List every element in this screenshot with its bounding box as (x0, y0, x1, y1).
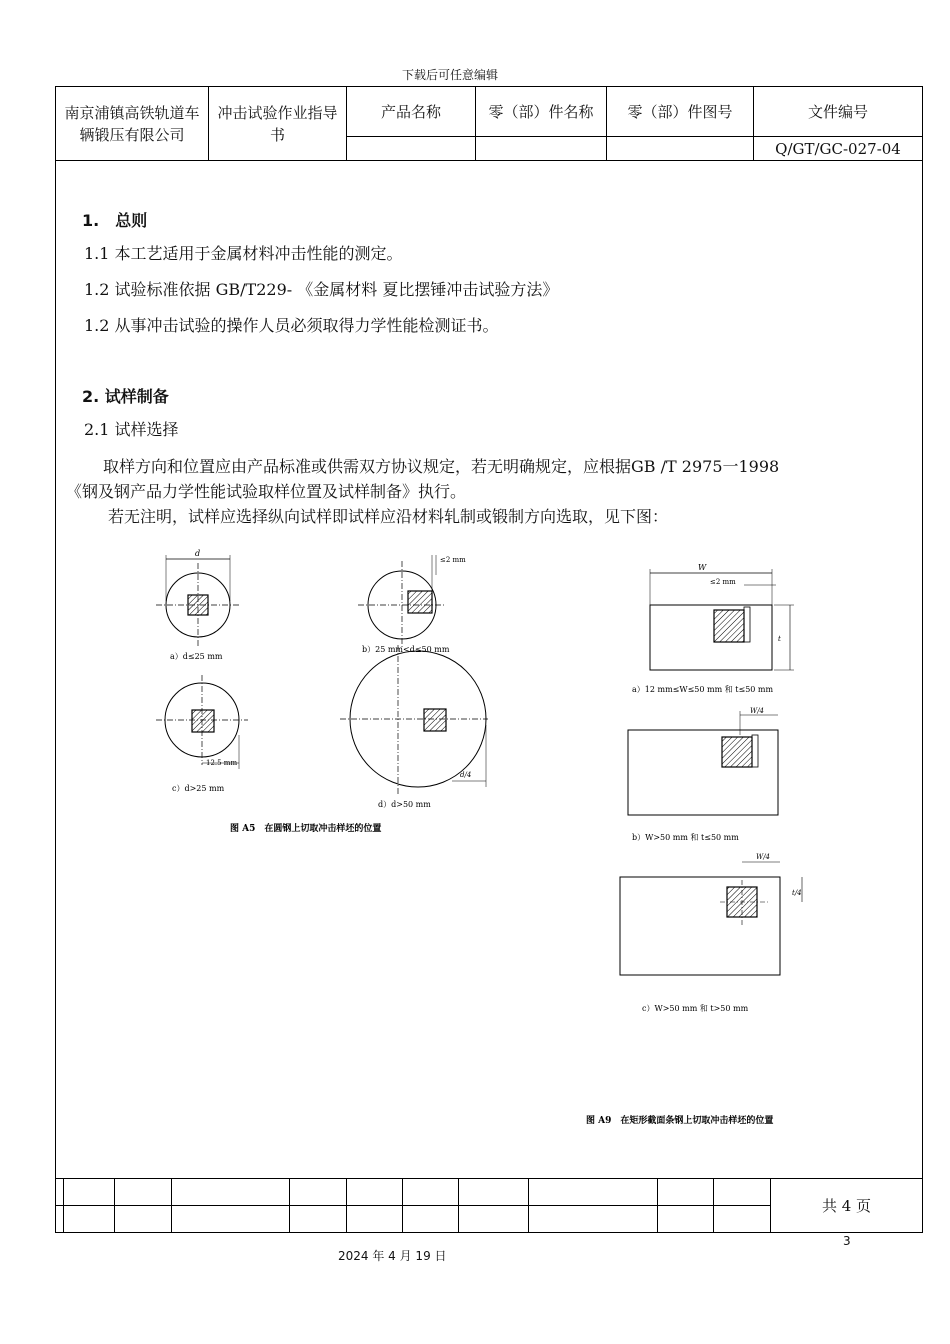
section-1-title: 1. 总则 (82, 211, 148, 230)
footer-cell (459, 1179, 529, 1206)
total-pages: 共 4 页 (771, 1179, 923, 1233)
page-number: 3 (843, 1234, 851, 1248)
dim-125-label: 12.5 mm (206, 759, 238, 767)
company-name: 南京浦镇高铁轨道车辆锻压有限公司 (56, 87, 209, 161)
dim-t-label: t (778, 635, 781, 643)
clause-1-3: 1.2 从事冲击试验的操作人员必须取得力学性能检测证书。 (84, 316, 499, 335)
part-drawing-value (607, 137, 754, 161)
footer-cell (115, 1206, 172, 1233)
rect-figure-caption: 图 A9 在矩形截面条钢上切取冲击样坯的位置 (586, 1116, 774, 1126)
dim-t4-label: t/4 (792, 889, 802, 897)
dim-W-label: W (698, 563, 707, 572)
round-b-label: b）25 mm<d≤50 mm (362, 645, 450, 654)
rect-a-label: a）12 mm≤W≤50 mm 和 t≤50 mm (632, 685, 774, 694)
clause-1-1: 1.1 本工艺适用于金属材料冲击性能的测定。 (84, 244, 403, 263)
footer-cell (64, 1179, 115, 1206)
footer-cell (56, 1179, 64, 1206)
footer-cell (347, 1179, 403, 1206)
file-number-value: Q/GT/GC-027-04 (754, 137, 923, 161)
rect-bar-c (620, 853, 802, 1013)
round-bar-c (156, 675, 248, 793)
round-bar-b (358, 555, 466, 654)
document-type: 冲击试验作业指导书 (209, 87, 347, 161)
clause-2-1: 2.1 试样选择 (84, 420, 179, 439)
rectangular-bar-figure (580, 555, 850, 1130)
product-name-value (347, 137, 476, 161)
footer-cell (403, 1179, 459, 1206)
file-number-label: 文件编号 (754, 87, 923, 137)
footer-cell (347, 1206, 403, 1233)
round-bar-a (156, 549, 240, 661)
clause-1-2: 1.2 试验标准依据 GB/T229- 《金属材料 夏比摆锤冲击试验方法》 (84, 280, 559, 299)
part-name-value (476, 137, 607, 161)
footer-cell (290, 1179, 347, 1206)
footer-cell (172, 1206, 290, 1233)
footer-cell (658, 1179, 714, 1206)
rect-c-label: c）W>50 mm 和 t>50 mm (642, 1004, 749, 1013)
footer-table (55, 1178, 923, 1233)
dim-W4-c-label: W/4 (756, 853, 771, 861)
footer-cell (459, 1206, 529, 1233)
round-a-label: a）d≤25 mm (170, 652, 223, 661)
product-name-label: 产品名称 (347, 87, 476, 137)
footer-cell (64, 1206, 115, 1233)
dim-d-label: d (195, 549, 201, 558)
rect-b-label: b）W>50 mm 和 t≤50 mm (632, 833, 739, 842)
round-bar-d (340, 645, 488, 809)
footer-date: 2024 年 4 月 19 日 (338, 1249, 447, 1263)
footer-cell (403, 1206, 459, 1233)
rect-bar-b (628, 707, 778, 842)
section-2-title: 2. 试样制备 (82, 387, 169, 406)
footer-cell (115, 1179, 172, 1206)
paragraph-2: 若无注明，试样应选择纵向试样即试样应沿材料轧制或锻制方向选取，见下图： (108, 507, 669, 526)
dim-d4-label: d/4 (460, 771, 472, 779)
rect-bar-a (632, 563, 794, 694)
paragraph-1-line-2: 《钢及钢产品力学性能试验取样位置及试样制备》执行。 (66, 482, 467, 501)
round-c-label: c）d>25 mm (172, 784, 225, 793)
part-name-label: 零（部）件名称 (476, 87, 607, 137)
dim-W4-label: W/4 (750, 707, 765, 715)
footer-cell (714, 1179, 771, 1206)
round-d-label: d）d>50 mm (378, 800, 431, 809)
footer-cell (290, 1206, 347, 1233)
footer-cell (172, 1179, 290, 1206)
footer-cell (658, 1206, 714, 1233)
dim-le2-label: ≤2 mm (440, 556, 466, 564)
part-drawing-label: 零（部）件图号 (607, 87, 754, 137)
footer-cell (56, 1206, 64, 1233)
round-bar-figure (140, 545, 510, 840)
footer-cell (714, 1206, 771, 1233)
footer-cell (529, 1179, 658, 1206)
top-note: 下载后可任意编辑 (401, 68, 498, 82)
dim-le2-top-label: ≤2 mm (710, 578, 736, 586)
paragraph-1-line-1: 取样方向和位置应由产品标准或供需双方协议规定，若无明确规定，应根据GB /T 2975一1998 (103, 457, 780, 476)
footer-cell (529, 1206, 658, 1233)
header-table (55, 86, 923, 161)
round-figure-caption: 图 A5 在圆钢上切取冲击样坯的位置 (230, 824, 382, 834)
